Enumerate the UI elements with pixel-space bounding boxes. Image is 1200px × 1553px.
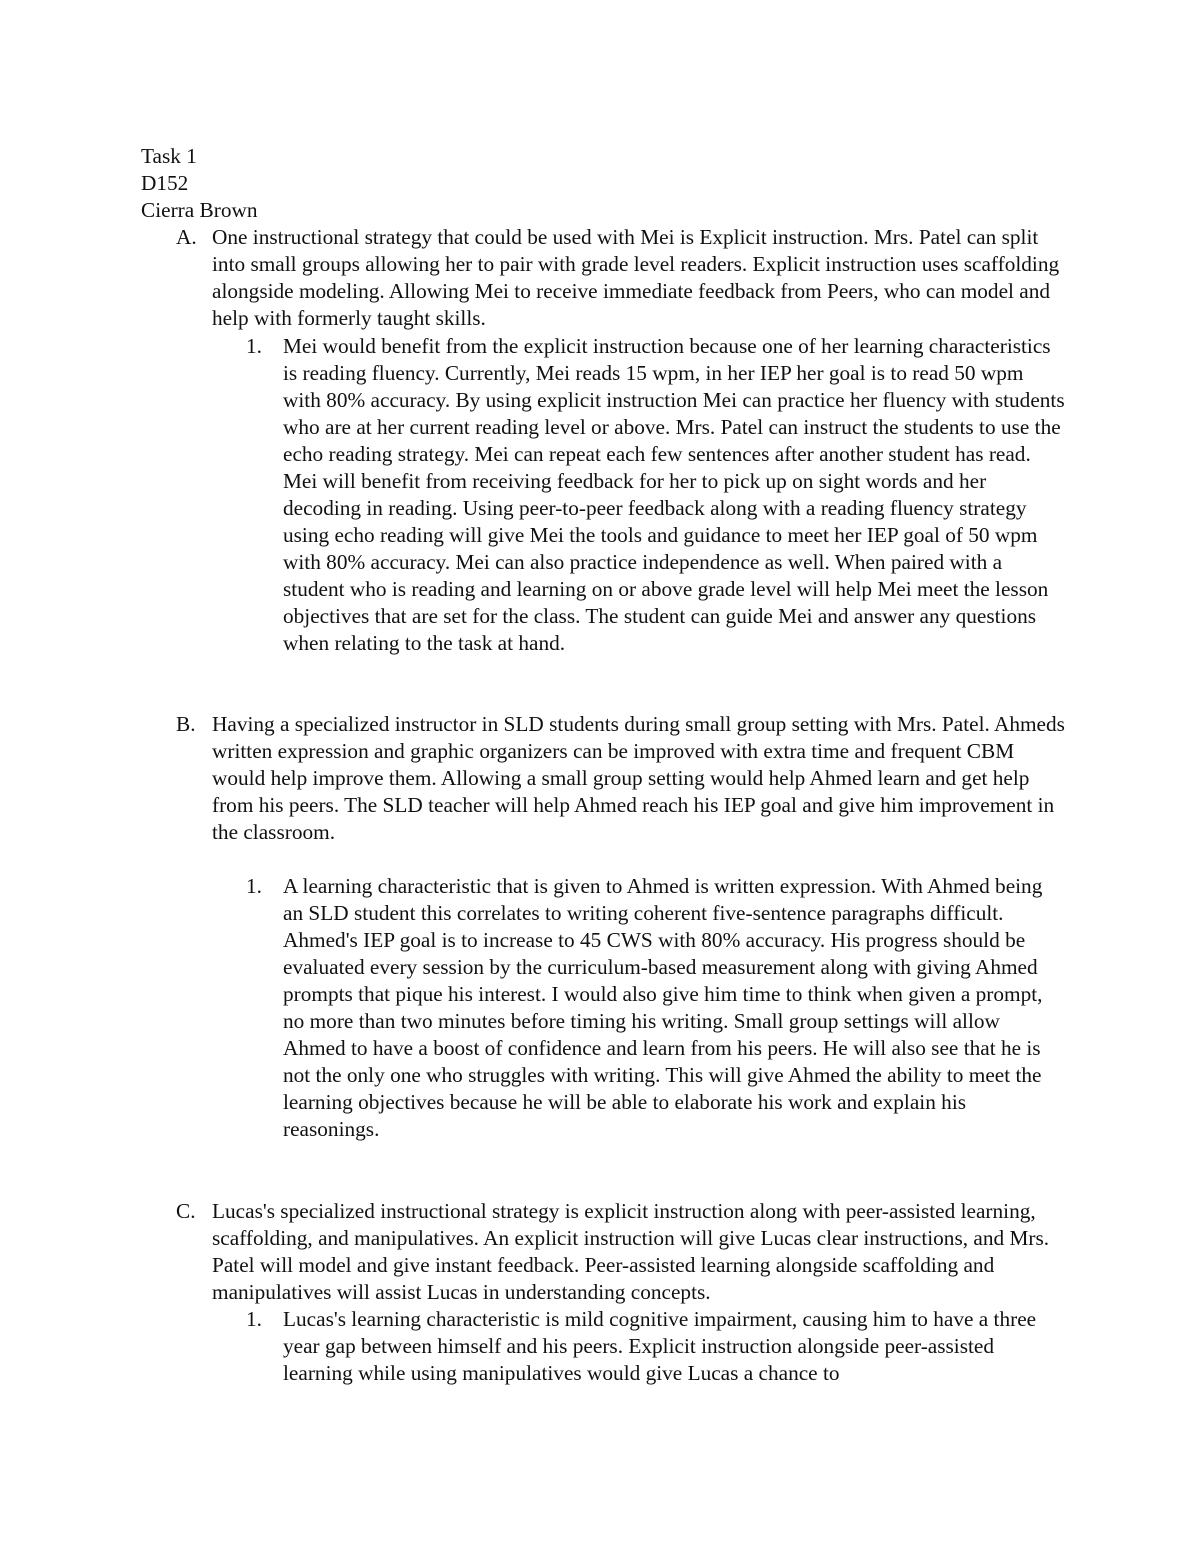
course-code: D152 bbox=[141, 171, 189, 195]
section-c-marker: C. bbox=[176, 1199, 196, 1223]
section-b bbox=[176, 711, 1066, 846]
section-b-item-1-marker: 1. bbox=[246, 874, 262, 898]
task-title: Task 1 bbox=[141, 144, 197, 168]
section-a-item-1-text: Mei would benefit from the explicit instruction because one of her learning characteristics is reading fluency. Currently, Mei reads 15 wpm, in her IEP her goal is to read 50 wpm with 80% accuracy. By using explicit instruction Mei can practice her fluency with students who are at her current reading level or above. Mrs. Patel can instruct the students to use the echo reading strategy. Mei can repeat each few sentences after another student has read. Mei will benefit from receiving feedback for her to pick up on sight words and her decoding in reading. Using peer-to-peer feedback along with a reading fluency strategy using echo reading will give Mei the tools and guidance to meet her IEP goal of 50 wpm with 80% accuracy. Mei can also practice independence as well. When paired with a student who is reading and learning on or above grade level will help Mei meet the lesson objectives that are set for the class. The student can guide Mei and answer any questions when relating to the task at hand. bbox=[283, 334, 1065, 655]
author-name: Cierra Brown bbox=[141, 198, 258, 222]
section-a-item-1-marker: 1. bbox=[246, 334, 262, 358]
section-c-text: Lucas's specialized instructional strategy is explicit instruction along with peer-assisted learning, scaffolding, and manipulatives. An explicit instruction will give Lucas clear instructions, and Mrs. Patel will model and give instant feedback. Peer-assisted learning alongside scaffolding and manipulatives will assist Lucas in understanding concepts. bbox=[212, 1199, 1050, 1304]
section-b-marker: B. bbox=[176, 712, 196, 736]
section-a-text: One instructional strategy that could be used with Mei is Explicit instruction. Mrs. Patel can split into small groups allowing her to pair with grade level readers. Explicit instruction uses scaffolding alongside modeling. Allowing Mei to receive immediate feedback from Peers, who can model and help with formerly taught skills. bbox=[212, 225, 1060, 330]
section-b-text: Having a specialized instructor in SLD students during small group setting with Mrs. Patel. Ahmeds written expression and graphic organizers can be improved with extra time and frequent CBM would help improve them. Allowing a small group setting would help Ahmed learn and get help from his peers. The SLD teacher will help Ahmed reach his IEP goal and give him improvement in the classroom. bbox=[212, 712, 1065, 844]
section-b-item-1 bbox=[246, 873, 1066, 1143]
section-a-item-1 bbox=[246, 333, 1066, 657]
section-a-marker: A. bbox=[176, 225, 197, 249]
section-a bbox=[176, 224, 1066, 332]
section-c-item-1-text: Lucas's learning characteristic is mild cognitive impairment, causing him to have a three year gap between himself and his peers. Explicit instruction alongside peer-assisted learning while using manipulatives would give Lucas a chance to bbox=[283, 1307, 1037, 1385]
section-c-item-1 bbox=[246, 1306, 1066, 1387]
section-c bbox=[176, 1198, 1066, 1306]
section-b-item-1-text: A learning characteristic that is given to Ahmed is written expression. With Ahmed being an SLD student this correlates to writing coherent five-sentence paragraphs difficult. Ahmed's IEP goal is to increase to 45 CWS with 80% accuracy. His progress should be evaluated every session by the curriculum-based measurement along with giving Ahmed prompts that pique his interest. I would also give him time to think when given a prompt, no more than two minutes before timing his writing. Small group settings will allow Ahmed to have a boost of confidence and learn from his peers. He will also see that he is not the only one who struggles with writing. This will give Ahmed the ability to meet the learning objectives because he will be able to elaborate his work and explain his reasonings. bbox=[283, 874, 1043, 1141]
section-c-item-1-marker: 1. bbox=[246, 1307, 262, 1331]
